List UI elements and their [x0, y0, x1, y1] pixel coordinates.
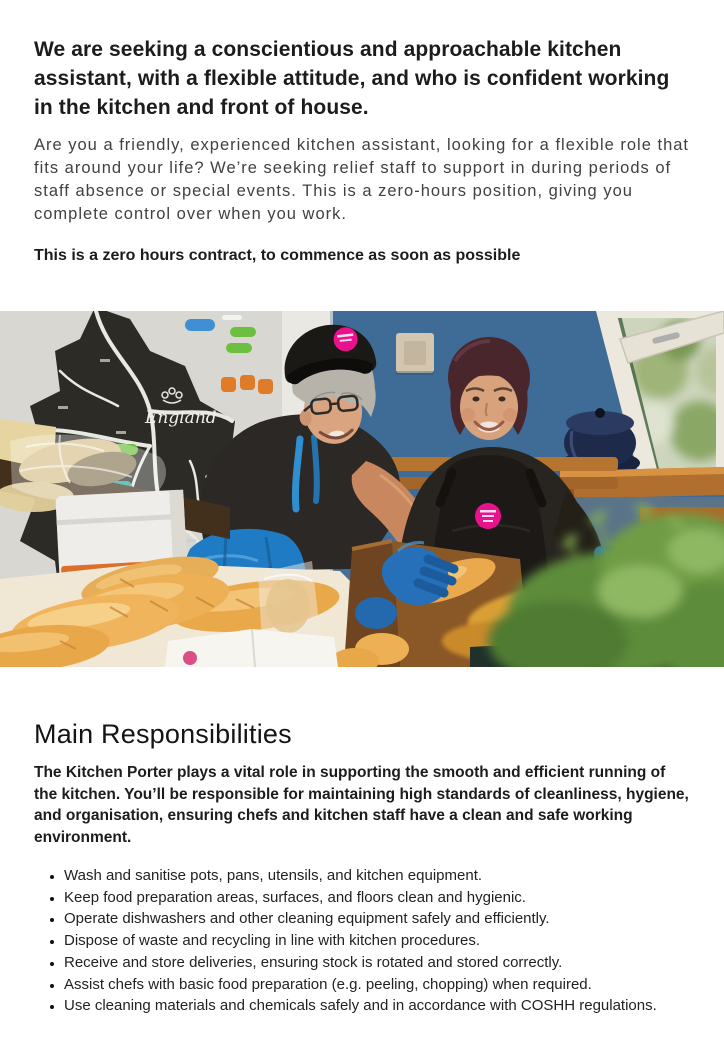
responsibility-item: • Assist chefs with basic food preparation (e.g. peeling, chopping) when required. [64, 974, 690, 996]
responsibility-item: • Operate dishwashers and other cleaning equipment safely and efficiently. [64, 908, 690, 930]
responsibility-item: • Wash and sanitise pots, pans, utensils, and kitchen equipment. [64, 865, 690, 887]
responsibility-item: • Dispose of waste and recycling in line with kitchen procedures. [64, 930, 690, 952]
responsibility-item: • Keep food preparation areas, surfaces, and floors clean and hygienic. [64, 887, 690, 909]
role-intro-paragraph: The Kitchen Porter plays a vital role in supporting the smooth and efficient running of the kitchen. You’ll be responsible for maintaining high standards of cleanliness, hygiene, and organisation, ensuring chefs and kitchen staff have a clean and safe working environment. [34, 764, 689, 846]
job-headline: We are seeking a conscientious and approachable kitchen assistant, with a flexible attitude, and who is confident working in the kitchen and front of house. [34, 38, 670, 119]
job-intro-paragraph: Are you a friendly, experienced kitchen assistant, looking for a flexible role that fits around your life? We’re seeking relief staff to support in during periods of staff absence or special events. This is a zero-hours position, giving you complete control over when you work. [34, 136, 690, 223]
responsibilities-list [34, 865, 690, 1017]
section-title-main-responsibilities: Main Responsibilities [34, 719, 292, 749]
responsibility-item: • Use cleaning materials and chemicals safely and in accordance with COSHH regulations. [64, 995, 690, 1017]
responsibility-item: • Receive and store deliveries, ensuring stock is rotated and stored correctly. [64, 952, 690, 974]
worker-right-head [448, 337, 530, 440]
mural-england-label: England [145, 408, 217, 428]
contract-note: This is a zero hours contract, to commence as soon as possible [34, 247, 521, 264]
kitchen-staff-photo [0, 311, 724, 667]
job-advert-page [0, 35, 724, 1059]
pink-dot [183, 651, 197, 665]
light-switch [396, 333, 434, 375]
kitchen-photo-illustration [0, 311, 724, 667]
